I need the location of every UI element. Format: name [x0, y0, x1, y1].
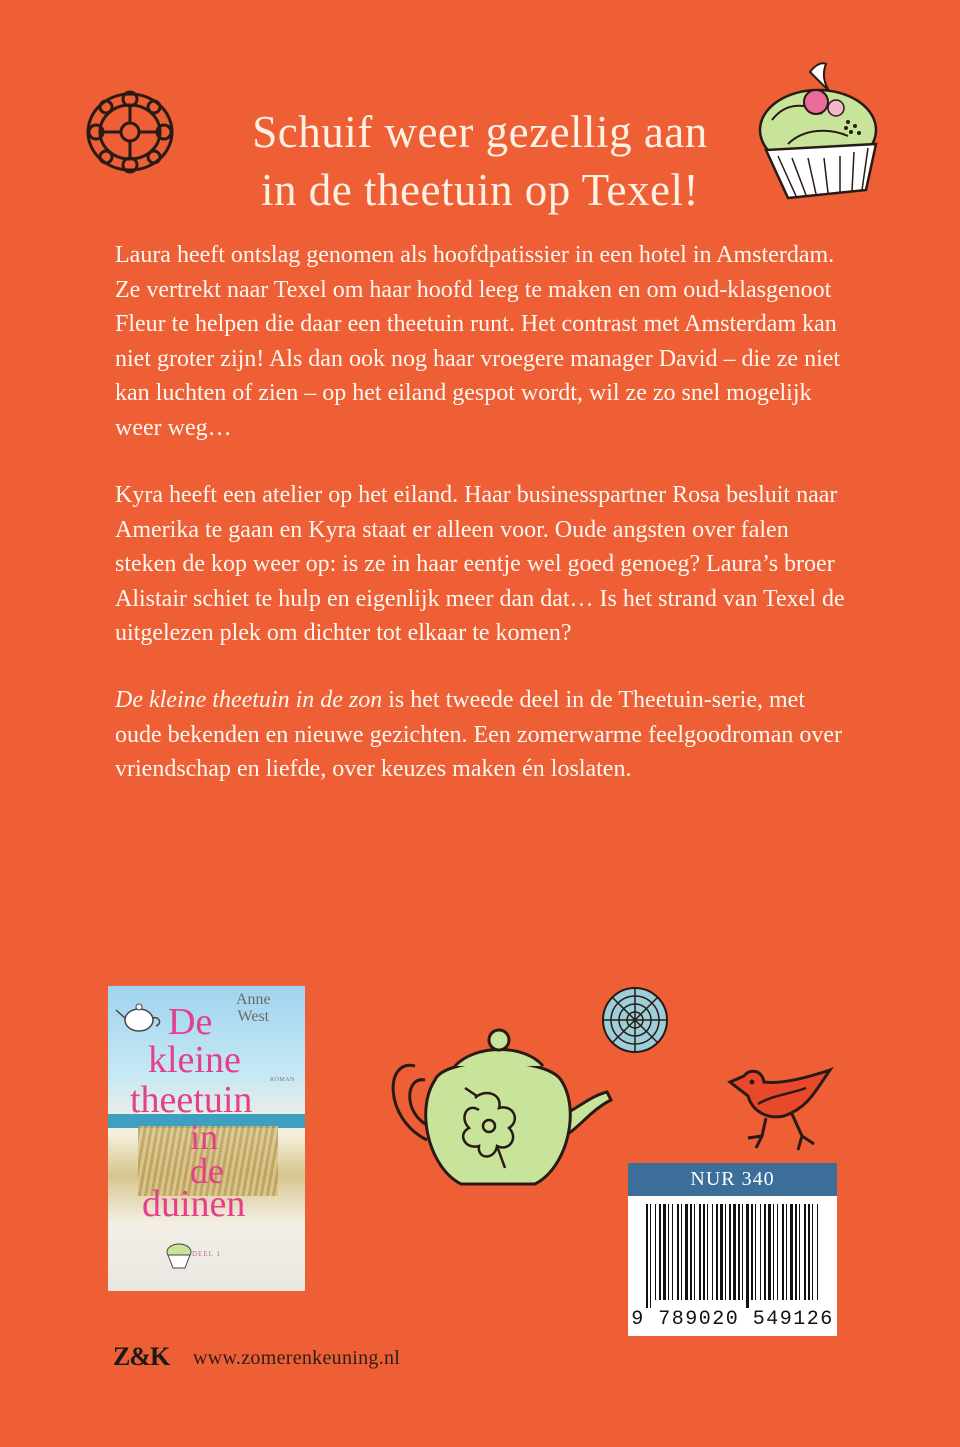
barcode-bar [746, 1204, 749, 1308]
isbn-number: 9 789020 549126 [631, 1308, 834, 1331]
barcode-bar [716, 1204, 718, 1300]
barcode-bar [707, 1204, 708, 1300]
barcode-bar [804, 1204, 806, 1300]
cover-title-word-2: kleine [148, 1039, 241, 1081]
barcode-bar [668, 1204, 669, 1300]
cover-teapot-icon [114, 996, 164, 1036]
barcode-bar [694, 1204, 695, 1300]
barcode-bar [690, 1204, 692, 1300]
barcode-bar [773, 1204, 774, 1300]
blurb-paragraph-1: Laura heeft ontslag genomen als hoofdpatissier in een hotel in Amsterdam. Ze vertrekt naar Texel om haar hoofd leeg te maken en om oud-klasgenoot Fleur te helpen die daar een theetuin runt. Het contrast met Amsterdam kan niet groter zijn! Als dan ook nog haar vroegere manager David – die ze niet kan luchten of zien – op het eiland gespot wordt, wil ze zo snel mogelijk weer weg… [115, 242, 841, 441]
barcode-bar [677, 1204, 679, 1300]
barcode-bar [672, 1204, 673, 1300]
cover-author-first: Anne [236, 991, 271, 1008]
barcode-bar [795, 1204, 797, 1300]
barcode-bar [681, 1204, 682, 1300]
barcode-bar [663, 1204, 666, 1300]
barcode-bar [725, 1204, 726, 1300]
publisher-website: www.zomerenkeuning.nl [193, 1347, 401, 1369]
cover-author [236, 991, 271, 1025]
barcode-bar [764, 1204, 766, 1300]
publisher-logo: Z&K [113, 1342, 170, 1371]
barcode-bar [817, 1204, 818, 1300]
barcode-bar [755, 1204, 756, 1300]
cover-title-word-6: duinen [142, 1183, 246, 1225]
cover-genre: ROMAN [270, 1077, 295, 1083]
barcode-bar [808, 1204, 810, 1300]
blurb-paragraph-2: Kyra heeft een atelier op het eiland. Haar businesspartner Rosa besluit naar Amerika te gaan en Kyra staat er alleen voor. Oude angsten over falen steken de kop weer op: is ze in haar eentje wel goed genoeg? Laura’s broer Alistair schiet te hulp en eigenlijk meer dan dat… Is het strand van Texel de uitgelezen plek om dichter tot elkaar te komen? [115, 482, 845, 646]
lace-doily-icon [80, 85, 180, 180]
barcode-bar [646, 1204, 648, 1308]
barcode-bar [655, 1204, 656, 1300]
book-title-italic: De kleine theetuin in de zon [115, 687, 383, 713]
cover-series: DEEL 1 [192, 1250, 221, 1258]
barcode-bar [733, 1204, 736, 1300]
barcode-bar [685, 1204, 688, 1300]
barcode-bars [628, 1196, 837, 1308]
barcode-bar [768, 1204, 771, 1300]
barcode-bar [786, 1204, 787, 1300]
barcode-bar [659, 1204, 661, 1300]
isbn-barcode [628, 1196, 837, 1336]
barcode-bar [751, 1204, 753, 1300]
headline-line-2: in de theetuin op Texel! [261, 165, 699, 215]
headline [180, 103, 780, 219]
blurb-paragraph-3 [115, 683, 855, 787]
barcode-bar [799, 1204, 800, 1300]
barcode-bar [720, 1204, 723, 1300]
barcode-bar [742, 1204, 743, 1300]
barcode-bar [760, 1204, 761, 1300]
barcode-bar [703, 1204, 705, 1300]
barcode-bar [712, 1204, 713, 1300]
cover-cupcake-icon [164, 1240, 194, 1270]
barcode-bar [729, 1204, 731, 1300]
cover-title-word-5: de [190, 1151, 224, 1191]
barcode-bar [790, 1204, 793, 1300]
cover-title-word-3: theetuin [130, 1079, 253, 1121]
bird-icon [722, 1060, 837, 1155]
previous-book-cover [108, 986, 305, 1291]
barcode-bar [777, 1204, 778, 1300]
barcode-bar [650, 1204, 651, 1308]
cover-title-word-4: in [190, 1117, 219, 1157]
barcode-bar [812, 1204, 813, 1300]
teapot-icon [385, 1018, 615, 1198]
nur-code: NUR 340 [628, 1163, 837, 1196]
barcode-bar [782, 1204, 784, 1300]
barcode-bar [699, 1204, 701, 1300]
cover-author-last: West [237, 1008, 270, 1025]
blurb-paragraph-3-text: is het tweede deel in de Theetuin-serie, met oude bekenden en nieuwe gezichten. Een zomerwarme feelgoodroman over vriendschap en liefde, over keuzes maken én loslaten. [115, 687, 843, 782]
headline-line-1: Schuif weer gezellig aan [252, 107, 708, 157]
cover-title-word-1: De [168, 1001, 213, 1043]
barcode-bar [738, 1204, 740, 1300]
